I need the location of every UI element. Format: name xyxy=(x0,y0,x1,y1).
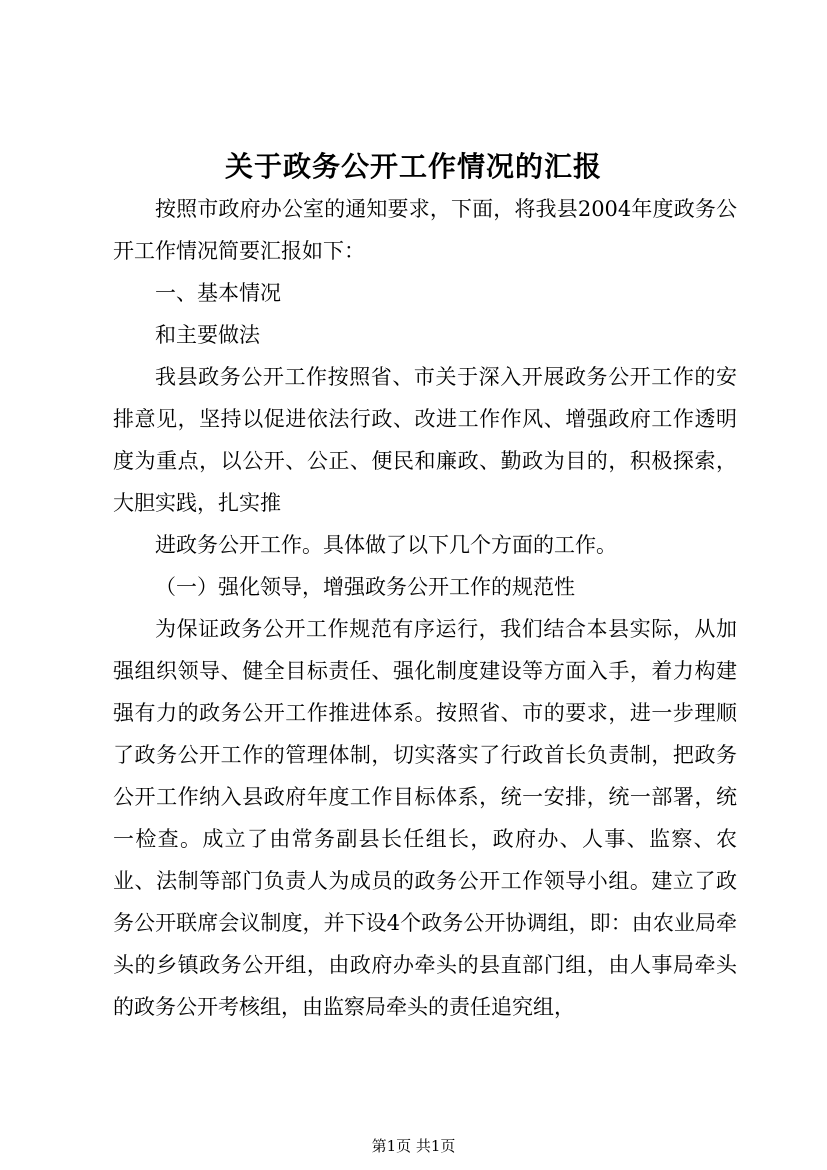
document-body xyxy=(113,188,737,1028)
paragraph-overview: 我县政务公开工作按照省、市关于深入开展政务公开工作的安排意见，坚持以促进依法行政、改进工作作风、增强政府工作透明度为重点，以公开、公正、便民和廉政、勤政为目的，积极探索，大胆实践，扎实推 xyxy=(113,365,737,515)
paragraph-leadership: 为保证政务公开工作规范有序运行，我们结合本县实际，从加强组织领导、健全目标责任、强化制度建设等方面入手，着力构建强有力的政务公开工作推进体系。按照省、市的要求，进一步理顺了政务公开工作的管理体制，切实落实了行政首长负责制，把政务公开工作纳入县政府年度工作目标体系，统一安排，统一部署，统一检查。成立了由常务副县长任组长，政府办、人事、监察、农业、法制等部门负责人为成员的政务公开工作领导小组。建立了政务公开联席会议制度，并下设4个政务公开协调组，即：由农业局牵头的乡镇政务公开组，由政府办牵头的县直部门组，由人事局牵头的政务公开考核组，由监察局牵头的责任追究组， xyxy=(113,617,737,1019)
document-title: 关于政务公开工作情况的汇报 xyxy=(224,150,602,183)
section-heading-practices: 和主要做法 xyxy=(155,323,260,347)
paragraph-overview-continued: 进政务公开工作。具体做了以下几个方面的工作。 xyxy=(155,533,617,557)
page-number-footer: 第1页 共1页 xyxy=(371,1137,456,1155)
paragraph-intro: 按照市政府办公室的通知要求，下面，将我县2004年度政务公开工作情况简要汇报如下： xyxy=(113,197,737,263)
section-heading-basic: 一、基本情况 xyxy=(155,281,281,305)
subsection-heading-leadership: （一）强化领导，增强政务公开工作的规范性 xyxy=(155,575,575,599)
